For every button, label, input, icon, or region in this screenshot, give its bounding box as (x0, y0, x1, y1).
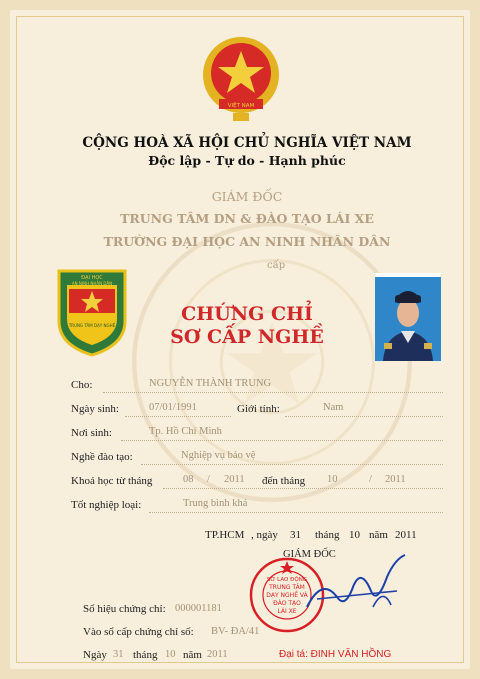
inner-border (16, 16, 464, 663)
issuer-center: TRUNG TÂM DN & ĐÀO TẠO LÁI XE (120, 211, 374, 226)
footer-year-label: năm (183, 649, 202, 661)
logo-mid-text: AN NINH NHÂN DÂN (71, 281, 113, 286)
recipient-name: NGUYỄN THÀNH TRUNG (149, 378, 272, 389)
course-to-year: 2011 (385, 474, 406, 485)
course-from-year: 2011 (224, 474, 245, 485)
logo-top-text: ĐẠI HỌC (81, 275, 103, 281)
country-name: CỘNG HOÀ XÃ HỘI CHỦ NGHĨA VIỆT NAM (82, 135, 412, 151)
trade-value: Nghiệp vụ bảo vệ (181, 450, 256, 461)
issue-day-label: , ngày (251, 529, 278, 541)
pob-label: Nơi sinh: (71, 427, 112, 439)
issuer-university: TRƯỜNG ĐẠI HỌC AN NINH NHÂN DÂN (103, 234, 391, 249)
dob-label: Ngày sinh: (71, 403, 119, 415)
issue-year-label: năm (369, 529, 388, 541)
stamp-line-4: LÁI XE (277, 608, 297, 615)
course-to-label: đến tháng (262, 475, 306, 487)
cert-number-label: Số hiệu chứng chỉ: (83, 603, 166, 615)
issuer-title: GIÁM ĐỐC (211, 189, 283, 204)
grade-dotted-line (149, 512, 443, 513)
grade-label: Tốt nghiệp loại: (71, 499, 142, 511)
footer-day: 31 (113, 649, 124, 660)
trade-label: Nghề đào tạo: (71, 451, 133, 463)
recipient-dotted-line (103, 392, 443, 393)
logo-bottom-text: TRUNG TÂM DẠY NGHỀ (68, 323, 116, 328)
issue-day: 31 (290, 529, 301, 541)
course-to-month: 10 (327, 474, 338, 485)
dob-value: 07/01/1991 (149, 402, 197, 413)
handwritten-signature (287, 547, 417, 627)
trade-dotted-line (141, 464, 443, 465)
issue-year: 2011 (395, 529, 417, 541)
gender-label: Giới tính: (237, 403, 280, 415)
stamp-line-2: DẠY NGHỀ VÀ (266, 592, 308, 599)
course-from-slash: / (207, 474, 210, 485)
national-motto: Độc lập - Tự do - Hạnh phúc (148, 153, 346, 168)
emblem-banner: VIỆT NAM (227, 103, 255, 109)
course-dotted-line (163, 488, 443, 489)
course-label: Khoá học từ tháng (71, 475, 153, 487)
course-from-month: 08 (183, 474, 194, 485)
stamp-line-3: ĐÀO TẠO (273, 600, 301, 607)
course-to-slash: / (369, 474, 372, 485)
footer-month: 10 (165, 649, 176, 660)
footer-month-label: tháng (133, 649, 158, 661)
stamp-ring-top: SỞ LAO ĐỘNG (266, 577, 308, 583)
certificate-subtitle: SƠ CẤP NGHỀ (170, 326, 324, 348)
grade-value: Trung bình khá (183, 498, 248, 509)
certificate-title: CHỨNG CHỈ (181, 303, 313, 325)
issues-word: cấp (267, 260, 286, 271)
footer-year: 2011 (207, 649, 228, 660)
signer-name: Đại tá: ĐINH VĂN HỒNG (279, 649, 392, 660)
signature-title: GIÁM ĐỐC (283, 549, 336, 560)
gender-dotted-line (285, 416, 443, 417)
issue-month: 10 (349, 529, 360, 541)
footer-day-label: Ngày (83, 649, 107, 661)
pob-value: Tp. Hồ Chí Minh (149, 426, 222, 437)
stamp-line-1: TRUNG TÂM (269, 584, 305, 591)
dob-dotted-line (125, 416, 231, 417)
register-label: Vào sổ cấp chứng chỉ số: (83, 626, 194, 638)
gender-value: Nam (323, 402, 344, 413)
issue-month-label: tháng (315, 529, 340, 541)
pob-dotted-line (121, 440, 443, 441)
cert-number-value: 000001181 (175, 603, 222, 614)
register-value: BV- ĐA/41 (211, 626, 260, 637)
national-emblem-icon (197, 33, 285, 127)
recipient-label: Cho: (71, 379, 93, 391)
issue-place: TP.HCM (205, 529, 245, 541)
